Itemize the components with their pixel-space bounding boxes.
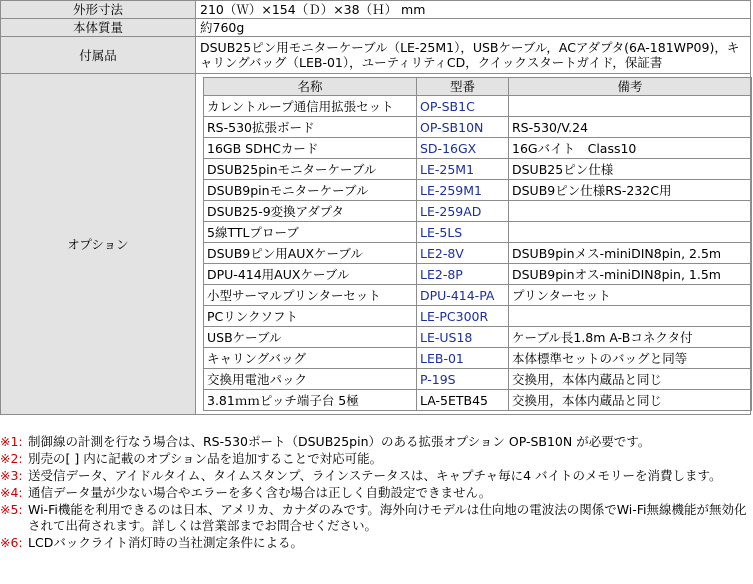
note-text: LCDバックライト消灯時の当社測定条件による。 (28, 535, 303, 550)
option-model: P-19S (417, 369, 509, 390)
option-remarks: 16Gバイト Class10 (509, 138, 752, 159)
option-row (204, 159, 752, 180)
option-name: 5線TTLプローブ (204, 222, 417, 243)
option-remarks (509, 222, 752, 243)
option-remarks: 本体標準セットのバッグと同等 (509, 348, 752, 369)
notes-list (0, 434, 753, 552)
option-name: 16GB SDHCカード (204, 138, 417, 159)
option-row (204, 201, 752, 222)
note-mark: ※4: (0, 485, 23, 500)
spec-row-dimensions (1, 1, 751, 19)
note-text: 制御線の計測を行なう場合は、RS-530ポート（DSUB25pin）のある拡張オプション OP-SB10N が必要です。 (28, 434, 651, 449)
spec-label: 外形寸法 (1, 1, 196, 19)
note-mark: ※3: (0, 468, 23, 483)
options-cell (196, 74, 751, 415)
option-name: DSUB25-9変換アダプタ (204, 201, 417, 222)
option-row (204, 348, 752, 369)
note-mark: ※6: (0, 535, 23, 550)
note-mark: ※5: (0, 502, 23, 517)
option-model: LE-259AD (417, 201, 509, 222)
option-row (204, 117, 752, 138)
note-item (0, 535, 753, 551)
option-remarks: DSUB9ピン仕様RS-232C用 (509, 180, 752, 201)
note-text: 送受信データ、アイドルタイム、タイムスタンプ、ラインステータスは、キャプチャ毎に4 バイトのメモリーを消費します。 (28, 468, 722, 483)
note-mark: ※1: (0, 434, 23, 449)
option-row (204, 96, 752, 117)
option-remarks: DSUB9pinオス-miniDIN8pin, 1.5m (509, 264, 752, 285)
option-model: OP-SB10N (417, 117, 509, 138)
option-row (204, 369, 752, 390)
option-name: USBケーブル (204, 327, 417, 348)
option-remarks: プリンターセット (509, 285, 752, 306)
option-name: DPU-414用AUXケーブル (204, 264, 417, 285)
option-model: LA-5ETB45 (417, 390, 509, 411)
note-text: 別売の[ ] 内に記載のオプション品を追加することで対応可能。 (28, 451, 383, 466)
option-remarks: ケーブル長1.8m A-Bコネクタ付 (509, 327, 752, 348)
option-model: LE-5LS (417, 222, 509, 243)
spec-value: 約760g (196, 19, 751, 37)
spec-label: 本体質量 (1, 19, 196, 37)
option-model: LE2-8V (417, 243, 509, 264)
note-mark: ※2: (0, 451, 23, 466)
option-row (204, 327, 752, 348)
header-remarks: 備考 (509, 78, 752, 96)
option-row (204, 264, 752, 285)
option-name: DSUB25pinモニターケーブル (204, 159, 417, 180)
option-model: SD-16GX (417, 138, 509, 159)
spec-row-accessories (1, 37, 751, 74)
note-item (0, 468, 753, 484)
option-remarks: DSUB25ピン仕様 (509, 159, 752, 180)
spec-value: DSUB25ピン用モニターケーブル（LE-25M1），USBケーブル，ACアダプタ(6A-181WP09)，キャリングバッグ（LEB-01），ユーティリティCD，クイックスタートガイド，保証書 (196, 37, 751, 74)
option-remarks (509, 306, 752, 327)
option-row (204, 390, 752, 411)
option-table-header (204, 78, 752, 96)
option-model: LE-US18 (417, 327, 509, 348)
option-remarks: DSUB9pinメス-miniDIN8pin, 2.5m (509, 243, 752, 264)
option-remarks (509, 201, 752, 222)
spec-label: 付属品 (1, 37, 196, 74)
spec-label: オプション (1, 74, 196, 415)
option-name: カレントループ通信用拡張セット (204, 96, 417, 117)
option-name: 小型サーマルプリンターセット (204, 285, 417, 306)
note-item (0, 434, 753, 450)
option-row (204, 243, 752, 264)
option-name: DSUB9pinモニターケーブル (204, 180, 417, 201)
option-name: キャリングバッグ (204, 348, 417, 369)
option-model: LE2-8P (417, 264, 509, 285)
spec-row-weight (1, 19, 751, 37)
option-remarks: RS-530/V.24 (509, 117, 752, 138)
spec-row-options (1, 74, 751, 415)
option-row (204, 180, 752, 201)
spec-value: 210（Ｗ）×154（Ｄ）×38（Ｈ） mm (196, 1, 751, 19)
option-row (204, 285, 752, 306)
header-model: 型番 (417, 78, 509, 96)
option-model: DPU-414-PA (417, 285, 509, 306)
note-item (0, 451, 753, 467)
option-model: OP-SB1C (417, 96, 509, 117)
option-row (204, 306, 752, 327)
option-name: PCリンクソフト (204, 306, 417, 327)
option-model: LE-PC300R (417, 306, 509, 327)
option-row (204, 138, 752, 159)
option-name: 交換用電池パック (204, 369, 417, 390)
option-name: RS-530拡張ボード (204, 117, 417, 138)
note-item (0, 502, 753, 534)
option-name: 3.81ｍｍピッチ端子台 5極 (204, 390, 417, 411)
option-remarks: 交換用，本体内蔵品と同じ (509, 390, 752, 411)
note-text: 通信データ量が少ない場合やエラーを多く含む場合は正しく自動設定できません。 (28, 485, 492, 500)
option-remarks: 交換用，本体内蔵品と同じ (509, 369, 752, 390)
option-table (203, 77, 752, 411)
option-name: DSUB9ピン用AUXケーブル (204, 243, 417, 264)
option-model: LE-259M1 (417, 180, 509, 201)
option-remarks (509, 96, 752, 117)
note-text: Wi-Fi機能を利用できるのは日本、アメリカ、カナダのみです。海外向けモデルは仕向地の電波法の関係でWi-Fi無線機能が無効化されて出荷されます。詳しくは営業部までお問合せください。 (28, 502, 747, 533)
note-item (0, 485, 753, 501)
option-row (204, 222, 752, 243)
option-model: LEB-01 (417, 348, 509, 369)
header-name: 名称 (204, 78, 417, 96)
option-model: LE-25M1 (417, 159, 509, 180)
